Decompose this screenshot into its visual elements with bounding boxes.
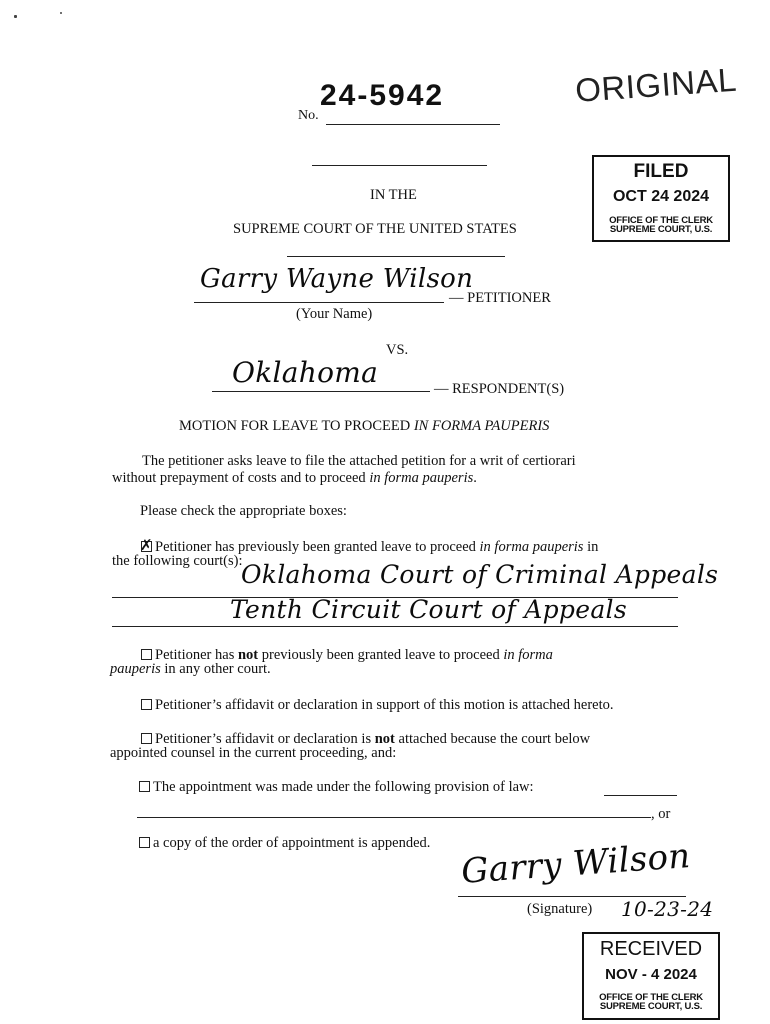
filed-stamp-office-line2: SUPREME COURT, U.S.	[609, 224, 713, 235]
court-1-handwritten: Oklahoma Court of Criminal Appeals	[241, 560, 719, 589]
case-number-label: No.	[298, 108, 319, 123]
option-4-text-a: Petitioner’s affidavit or declaration is	[155, 731, 375, 747]
option-5-or: , or	[651, 806, 671, 822]
case-number-underline	[326, 124, 500, 125]
option-5-text: The appointment was made under the following provision of law:	[153, 779, 534, 795]
intro-line-2-plain: without prepayment of costs and to proceed	[112, 470, 370, 486]
court-line-2	[112, 626, 678, 627]
option-3-text: Petitioner’s affidavit or declaration in support of this motion is attached hereto.	[155, 697, 614, 713]
option-6-text: a copy of the order of appointment is appended.	[153, 835, 431, 851]
received-stamp	[582, 932, 720, 1020]
option-2-text-b: previously been granted leave to proceed	[258, 647, 504, 663]
versus-text: VS.	[386, 342, 409, 358]
petitioner-name-line	[194, 302, 444, 303]
caption-rule-top	[312, 165, 487, 166]
option-4-line-2: appointed counsel in the current proceeding, and:	[110, 745, 397, 761]
option-2-text-a: Petitioner has	[155, 647, 238, 663]
caption-rule-bottom	[287, 256, 505, 257]
checkbox-x-mark-icon: ✗	[140, 536, 153, 554]
filed-stamp-title: FILED	[633, 161, 689, 182]
option-appointment-provision	[139, 779, 534, 796]
intro-line-2-end: .	[473, 470, 477, 486]
checkbox-affidavit-not-attached[interactable]	[141, 733, 152, 744]
provision-line-short	[604, 795, 677, 796]
option-order-appended	[139, 835, 430, 852]
option-1-text-italic: in forma pauperis	[479, 539, 584, 555]
checkbox-affidavit-attached[interactable]	[141, 699, 152, 710]
court-name: SUPREME COURT OF THE UNITED STATES	[233, 221, 517, 237]
signature-date-handwritten: 10-23-24	[621, 897, 714, 921]
in-the-text: IN THE	[370, 187, 417, 203]
respondent-name-line	[212, 391, 430, 392]
filed-stamp-date: OCT 24 2024	[612, 188, 710, 205]
filed-stamp-office-line1: OFFICE OF THE CLERK	[609, 215, 713, 226]
petitioner-role: — PETITIONER	[449, 290, 551, 306]
motion-title-italic: IN FORMA PAUPERIS	[413, 418, 550, 434]
respondent-role: — RESPONDENT(S)	[434, 381, 565, 397]
checkbox-appointment-provision[interactable]	[139, 781, 150, 792]
motion-title-plain: MOTION FOR LEAVE TO PROCEED	[179, 418, 414, 434]
option-4-text-bold: not	[374, 731, 395, 747]
provision-line-long	[137, 817, 651, 818]
intro-line-2-italic: in forma pauperis	[369, 470, 474, 486]
checkbox-order-appended[interactable]	[139, 837, 150, 848]
option-2-text-bold: not	[237, 647, 259, 663]
your-name-hint: (Your Name)	[296, 306, 373, 322]
filed-stamp	[592, 155, 730, 242]
case-number: 24-5942	[320, 79, 445, 112]
motion-title	[179, 418, 549, 435]
received-stamp-date: NOV - 4 2024	[605, 966, 697, 983]
respondent-name-handwritten: Oklahoma	[232, 356, 379, 389]
signature-handwritten: Garry Wilson	[460, 835, 692, 892]
option-2-line-2	[110, 661, 271, 678]
received-stamp-office-line1: OFFICE OF THE CLERK	[599, 992, 703, 1003]
option-2-text-italic-2: pauperis	[110, 661, 161, 677]
option-1-line-2: the following court(s):	[112, 553, 243, 569]
original-stamp: ORIGINAL	[574, 60, 738, 109]
check-instruction: Please check the appropriate boxes:	[140, 503, 347, 519]
scan-speck	[60, 12, 62, 14]
intro-line-1: The petitioner asks leave to file the attached petition for a writ of certiorari	[142, 453, 576, 469]
option-2-text-italic-1: in forma	[503, 647, 553, 663]
option-1-text-plain: Petitioner has previously been granted leave to proceed	[155, 539, 480, 555]
option-1-text-end: in	[583, 539, 599, 555]
checkbox-previously-granted[interactable]	[140, 536, 153, 554]
court-2-handwritten: Tenth Circuit Court of Appeals	[230, 595, 627, 624]
option-2-text-c: in any other court.	[160, 661, 271, 677]
scan-speck	[14, 15, 17, 18]
option-affidavit-attached	[141, 697, 614, 714]
checkbox-not-previously-granted[interactable]	[141, 649, 152, 660]
signature-label: (Signature)	[527, 901, 593, 917]
intro-line-2	[112, 470, 477, 487]
received-stamp-office-line2: SUPREME COURT, U.S.	[599, 1001, 703, 1012]
option-4-text-b: attached because the court below	[394, 731, 591, 747]
petitioner-name-handwritten: Garry Wayne Wilson	[200, 264, 474, 294]
received-stamp-title: RECEIVED	[599, 938, 703, 960]
